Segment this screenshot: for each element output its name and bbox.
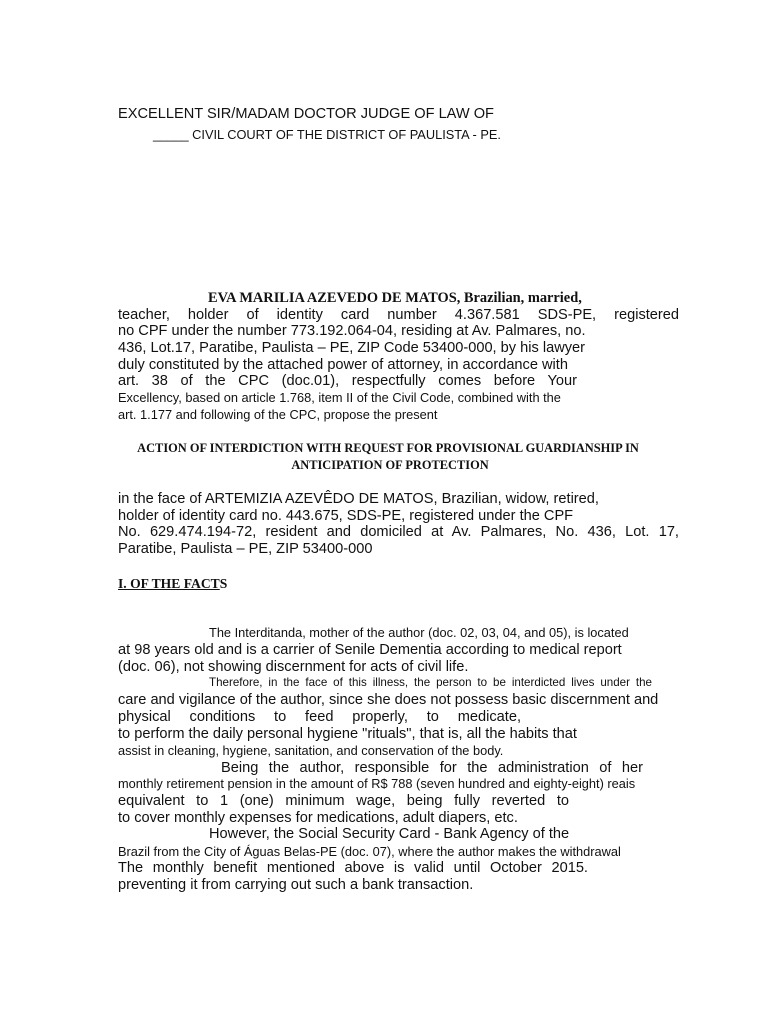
facts-line-12: to cover monthly expenses for medications, adult diapers, etc. <box>118 810 518 826</box>
plaintiff-line-6: Excellency, based on article 1.768, item II of the Civil Code, combined with the <box>118 390 561 405</box>
plaintiff-line-5: art. 38 of the CPC (doc.01), respectfully comes before Your <box>118 373 577 389</box>
facts-line-3: (doc. 06), not showing discernment for acts of civil life. <box>118 659 469 675</box>
facts-line-11: equivalent to 1 (one) minimum wage, being fully reverted to <box>118 793 569 809</box>
plaintiff-name: EVA MARILIA AZEVEDO DE MATOS, <box>208 290 461 306</box>
addressee-line-2 <box>153 127 501 142</box>
facts-line-7: to perform the daily personal hygiene "rituals", that is, all the habits that <box>118 726 577 742</box>
plaintiff-line-1: teacher, holder of identity card number 4.367.581 SDS-PE, registered <box>118 307 679 323</box>
facts-line-4: Therefore, in the face of this illness, the person to be interdicted lives under the <box>209 676 652 689</box>
defendant-line-1: in the face of ARTEMIZIA AZEVÊDO DE MATOS, Brazilian, widow, retired, <box>118 491 599 507</box>
facts-line-6: physical conditions to feed properly, to medicate, <box>118 709 521 725</box>
facts-line-8: assist in cleaning, hygiene, sanitation, and conservation of the body. <box>118 743 504 758</box>
action-title-line-1: ACTION OF INTERDICTION WITH REQUEST FOR PROVISIONAL GUARDIANSHIP IN <box>137 441 639 455</box>
facts-line-15: The monthly benefit mentioned above is valid until October 2015. <box>118 860 588 876</box>
facts-line-5: care and vigilance of the author, since she does not possess basic discernment and <box>118 692 659 708</box>
facts-line-14: Brazil from the City of Águas Belas-PE (doc. 07), where the author makes the withdrawal <box>118 844 621 859</box>
addressee-line-1: EXCELLENT SIR/MADAM DOCTOR JUDGE OF LAW OF <box>118 106 494 122</box>
plaintiff-line-3: 436, Lot.17, Paratibe, Paulista – PE, ZIP Code 53400-000, by his lawyer <box>118 340 586 356</box>
facts-heading-underlined: I. OF THE FACT <box>118 576 220 591</box>
action-title-line-2: ANTICIPATION OF PROTECTION <box>291 458 489 472</box>
plaintiff-qualifiers: Brazilian, married, <box>460 290 582 306</box>
facts-line-13: However, the Social Security Card - Bank Agency of the <box>209 826 570 842</box>
facts-line-9: Being the author, responsible for the administration of her <box>221 760 643 776</box>
facts-line-2: at 98 years old and is a carrier of Senile Dementia according to medical report <box>118 642 622 658</box>
facts-heading <box>118 576 227 592</box>
plaintiff-intro <box>208 290 582 307</box>
court-number-blank: _____ <box>153 127 189 142</box>
facts-line-1: The Interditanda, mother of the author (doc. 02, 03, 04, and 05), is located <box>209 625 629 640</box>
plaintiff-line-2: no CPF under the number 773.192.064-04, residing at Av. Palmares, no. <box>118 323 586 339</box>
defendant-line-2: holder of identity card no. 443.675, SDS-PE, registered under the CPF <box>118 508 574 524</box>
facts-line-16: preventing it from carrying out such a bank transaction. <box>118 877 474 893</box>
defendant-line-4: Paratibe, Paulista – PE, ZIP 53400-000 <box>118 541 373 557</box>
defendant-line-3: No. 629.474.194-72, resident and domiciled at Av. Palmares, No. 436, Lot. 17, <box>118 524 679 540</box>
plaintiff-line-7: art. 1.177 and following of the CPC, propose the present <box>118 407 438 422</box>
facts-line-10: monthly retirement pension in the amount of R$ 788 (seven hundred and eighty-eight) reais <box>118 776 636 791</box>
court-name: CIVIL COURT OF THE DISTRICT OF PAULISTA - PE. <box>188 127 501 142</box>
plaintiff-line-4: duly constituted by the attached power of attorney, in accordance with <box>118 357 568 373</box>
facts-heading-rest: S <box>219 576 228 591</box>
